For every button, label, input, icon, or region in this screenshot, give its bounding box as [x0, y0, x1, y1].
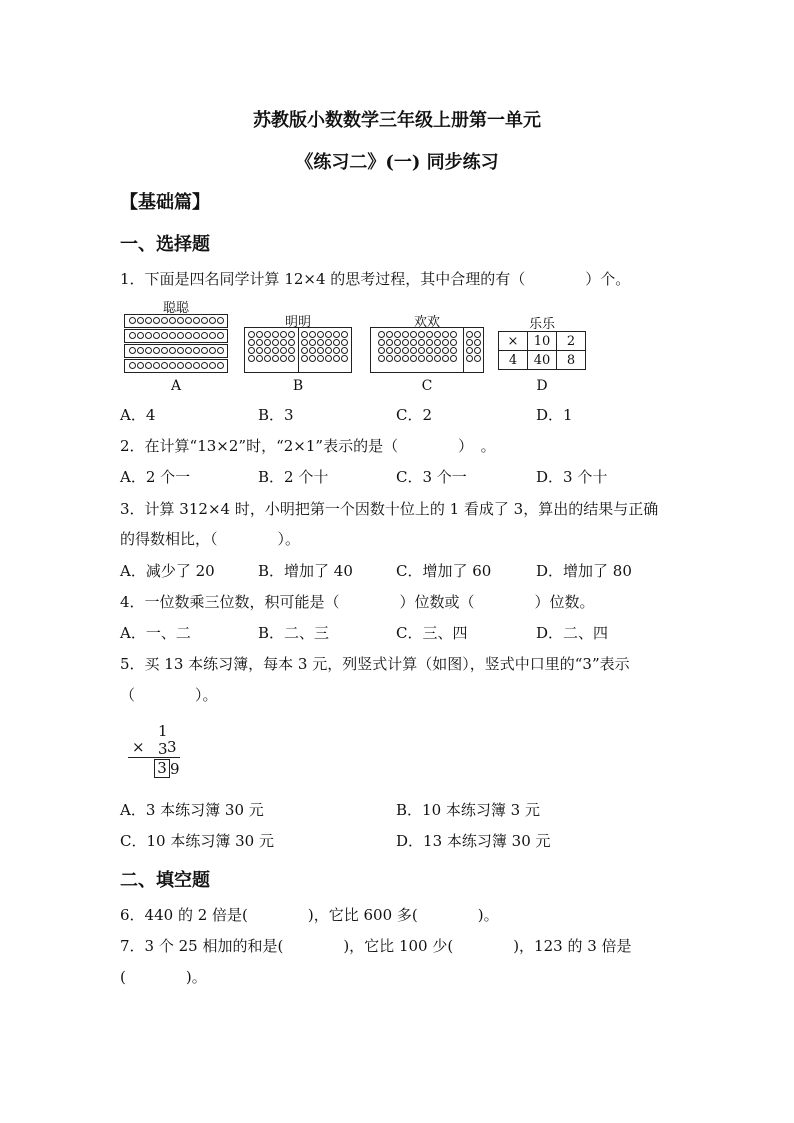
- counter-dot: [177, 347, 184, 354]
- dot-row: [301, 339, 350, 346]
- counter-dot: [442, 339, 449, 346]
- grid-part-ten: [371, 328, 464, 372]
- counter-dot: [333, 331, 340, 338]
- counter-dot: [288, 339, 295, 346]
- dot-row: [301, 347, 350, 354]
- counter-dot: [450, 331, 457, 338]
- dot-row: [125, 360, 227, 369]
- counter-dot: [217, 332, 224, 339]
- page-subtitle: 《练习二》(一) 同步练习: [295, 152, 499, 173]
- counter-dot: [264, 331, 271, 338]
- counter-dot: [418, 331, 425, 338]
- counter-dot: [378, 339, 385, 346]
- counter-dot: [450, 339, 457, 346]
- grid-half-right: [299, 328, 352, 372]
- counter-dot: [410, 331, 417, 338]
- counter-dot: [386, 339, 393, 346]
- counter-dot: [169, 347, 176, 354]
- q1-option-b: B．3: [258, 406, 294, 424]
- question-5-text-line1: 5．买 13 本练习簿，每本 3 元，列竖式计算（如图），竖式中口里的“3”表示: [120, 655, 630, 673]
- counter-dot: [442, 355, 449, 362]
- table-cell: 2: [557, 332, 586, 351]
- counter-dot: [248, 339, 255, 346]
- counter-dot: [325, 347, 332, 354]
- dot-row: [466, 355, 481, 362]
- table-cell: ×: [499, 332, 528, 351]
- section-fill-heading: 二、填空题: [120, 870, 210, 891]
- dot-row: [373, 331, 461, 338]
- counter-dot: [466, 331, 473, 338]
- counter-dot: [248, 331, 255, 338]
- counter-dot: [272, 355, 279, 362]
- dot-row: [373, 347, 461, 354]
- figure-a-name: 聪聪: [162, 301, 189, 316]
- counter-dot: [193, 347, 200, 354]
- counter-dot: [145, 362, 152, 369]
- counter-dot: [272, 339, 279, 346]
- counter-dot: [201, 317, 208, 324]
- figure-b-grid: [244, 327, 352, 373]
- counter-dot: [177, 362, 184, 369]
- counter-dot: [280, 339, 287, 346]
- counter-dot: [201, 332, 208, 339]
- counter-dot: [434, 347, 441, 354]
- counter-dot: [474, 347, 481, 354]
- counter-dot: [256, 339, 263, 346]
- counter-dot: [145, 332, 152, 339]
- vertical-boxed-digit: 3: [154, 759, 170, 778]
- vertical-multiplication: [128, 722, 184, 778]
- q5-option-d: D．13 本练习簿 30 元: [396, 832, 551, 850]
- counter-dot: [309, 331, 316, 338]
- counter-dot: [402, 331, 409, 338]
- question-2-text: 2．在计算“13×2”时，“2×1”表示的是（ ） 。: [120, 437, 496, 455]
- counter-dot: [333, 355, 340, 362]
- counter-dot: [333, 347, 340, 354]
- dot-row: [466, 347, 481, 354]
- q5-option-b: B．10 本练习簿 3 元: [396, 801, 540, 819]
- counter-dot: [272, 347, 279, 354]
- counter-dot: [394, 339, 401, 346]
- counter-dot: [402, 339, 409, 346]
- counter-dot: [466, 347, 473, 354]
- dot-row: [125, 345, 227, 354]
- counter-dot: [129, 332, 136, 339]
- question-3-text-line2: 的得数相比，（ ）。: [120, 530, 301, 548]
- q1-option-d: D．1: [536, 406, 573, 424]
- counter-dot: [402, 347, 409, 354]
- counter-dot: [217, 347, 224, 354]
- counter-dot: [153, 332, 160, 339]
- table-cell: 8: [557, 351, 586, 370]
- figure-a-rods: [124, 314, 228, 373]
- q2-option-d: D．3 个十: [536, 468, 608, 486]
- counter-dot: [288, 347, 295, 354]
- counter-dot: [333, 339, 340, 346]
- counter-dot: [394, 331, 401, 338]
- counter-dot: [185, 362, 192, 369]
- q2-option-c: C．3 个一: [396, 468, 467, 486]
- vertical-top-number: 1 3: [158, 722, 169, 758]
- figure-c-grid: [370, 327, 484, 373]
- question-7-text-line1: 7．3 个 25 相加的和是( )，它比 100 少( )，123 的 3 倍是: [120, 937, 632, 955]
- question-7-text-line2: ( )。: [120, 968, 207, 986]
- counter-dot: [169, 332, 176, 339]
- counter-dot: [129, 317, 136, 324]
- dot-row: [301, 355, 350, 362]
- dot-row: [466, 339, 481, 346]
- question-1-text: 1．下面是四名同学计算 12×4 的思考过程，其中合理的有（ ）个。: [120, 270, 631, 288]
- counter-dot: [474, 331, 481, 338]
- q5-option-c: C．10 本练习簿 30 元: [120, 832, 274, 850]
- counter-dot: [177, 317, 184, 324]
- counter-dot: [474, 355, 481, 362]
- dot-row: [247, 347, 296, 354]
- q3-option-d: D．增加了 80: [536, 562, 632, 580]
- counter-dot: [301, 355, 308, 362]
- counter-dot: [201, 362, 208, 369]
- counter-dot: [248, 355, 255, 362]
- counter-dot: [185, 332, 192, 339]
- counter-dot: [301, 339, 308, 346]
- counter-dot: [217, 317, 224, 324]
- counter-dot: [301, 347, 308, 354]
- vertical-multiplier: 3: [167, 738, 177, 756]
- q3-option-a: A．减少了 20: [120, 562, 215, 580]
- counter-dot: [386, 331, 393, 338]
- counter-dot: [280, 347, 287, 354]
- counter-dot: [264, 355, 271, 362]
- q4-option-a: A．一、二: [120, 624, 191, 642]
- grid-half-left: [245, 328, 299, 372]
- dot-row: [247, 331, 296, 338]
- dot-row: [125, 315, 227, 324]
- q4-option-c: C．三、四: [396, 624, 468, 642]
- figure-c-letter: C: [421, 378, 433, 394]
- question-4-text: 4．一位数乘三位数，积可能是（ ）位数或（ ）位数。: [120, 593, 595, 611]
- counter-dot: [418, 347, 425, 354]
- counter-dot: [161, 317, 168, 324]
- counter-dot: [325, 355, 332, 362]
- q3-option-b: B．增加了 40: [258, 562, 353, 580]
- dot-row: [373, 339, 461, 346]
- counter-dot: [193, 332, 200, 339]
- counter-dot: [378, 347, 385, 354]
- counter-dot: [153, 362, 160, 369]
- counter-dot: [137, 362, 144, 369]
- vertical-times-sign: ×: [132, 738, 145, 756]
- counter-dot: [434, 331, 441, 338]
- figure-c-name: 欢欢: [413, 315, 440, 330]
- counter-dot: [466, 339, 473, 346]
- counter-dot: [185, 317, 192, 324]
- counter-dot: [341, 331, 348, 338]
- q2-option-a: A．2 个一: [120, 468, 191, 486]
- counter-dot: [145, 347, 152, 354]
- rod-row: [124, 359, 228, 373]
- counter-dot: [209, 362, 216, 369]
- counter-dot: [394, 355, 401, 362]
- q1-option-c: C．2: [396, 406, 433, 424]
- counter-dot: [386, 347, 393, 354]
- counter-dot: [169, 317, 176, 324]
- counter-dot: [137, 317, 144, 324]
- counter-dot: [450, 355, 457, 362]
- counter-dot: [309, 355, 316, 362]
- counter-dot: [185, 347, 192, 354]
- counter-dot: [193, 317, 200, 324]
- counter-dot: [442, 347, 449, 354]
- question-5-text-line2: （ ）。: [120, 686, 218, 704]
- dot-row: [466, 331, 481, 338]
- counter-dot: [193, 362, 200, 369]
- counter-dot: [209, 317, 216, 324]
- rod-row: [124, 344, 228, 358]
- q4-option-d: D．二、四: [536, 624, 609, 642]
- rod-row: [124, 314, 228, 328]
- counter-dot: [309, 347, 316, 354]
- counter-dot: [153, 317, 160, 324]
- counter-dot: [309, 339, 316, 346]
- question-6-text: 6．440 的 2 倍是( )，它比 600 多( )。: [120, 906, 499, 924]
- dot-row: [247, 339, 296, 346]
- counter-dot: [402, 355, 409, 362]
- counter-dot: [466, 355, 473, 362]
- counter-dot: [137, 332, 144, 339]
- counter-dot: [426, 347, 433, 354]
- counter-dot: [410, 355, 417, 362]
- counter-dot: [288, 331, 295, 338]
- rod-row: [124, 329, 228, 343]
- counter-dot: [256, 331, 263, 338]
- counter-dot: [378, 355, 385, 362]
- counter-dot: [288, 355, 295, 362]
- counter-dot: [426, 339, 433, 346]
- counter-dot: [341, 347, 348, 354]
- counter-dot: [386, 355, 393, 362]
- dot-row: [247, 355, 296, 362]
- counter-dot: [317, 355, 324, 362]
- counter-dot: [394, 347, 401, 354]
- counter-dot: [317, 331, 324, 338]
- counter-dot: [169, 362, 176, 369]
- counter-dot: [378, 331, 385, 338]
- q4-option-b: B．二、三: [258, 624, 330, 642]
- counter-dot: [410, 347, 417, 354]
- counter-dot: [325, 339, 332, 346]
- figure-a-letter: A: [170, 378, 182, 394]
- dot-row: [373, 355, 461, 362]
- figure-d-table: [498, 331, 586, 370]
- table-cell: 40: [528, 351, 557, 370]
- counter-dot: [317, 347, 324, 354]
- figure-d-letter: D: [536, 378, 548, 394]
- counter-dot: [434, 339, 441, 346]
- figure-b-name: 明明: [284, 315, 311, 330]
- counter-dot: [256, 347, 263, 354]
- dot-row: [125, 330, 227, 339]
- grid-part-two: [464, 328, 483, 372]
- counter-dot: [474, 339, 481, 346]
- counter-dot: [426, 355, 433, 362]
- section-basic-heading: 【基础篇】: [120, 192, 210, 213]
- q2-option-b: B．2 个十: [258, 468, 329, 486]
- counter-dot: [264, 339, 271, 346]
- q1-option-a: A．4: [120, 406, 156, 424]
- table-cell: 4: [499, 351, 528, 370]
- counter-dot: [209, 332, 216, 339]
- counter-dot: [137, 347, 144, 354]
- counter-dot: [418, 355, 425, 362]
- counter-dot: [280, 355, 287, 362]
- counter-dot: [217, 362, 224, 369]
- counter-dot: [410, 339, 417, 346]
- page-title: 苏教版小数数学三年级上册第一单元: [253, 110, 541, 131]
- counter-dot: [161, 362, 168, 369]
- counter-dot: [418, 339, 425, 346]
- counter-dot: [248, 347, 255, 354]
- counter-dot: [145, 317, 152, 324]
- counter-dot: [209, 347, 216, 354]
- counter-dot: [129, 347, 136, 354]
- vertical-last-digit: 9: [170, 760, 180, 778]
- q5-option-a: A．3 本练习簿 30 元: [120, 801, 264, 819]
- counter-dot: [129, 362, 136, 369]
- counter-dot: [256, 355, 263, 362]
- counter-dot: [272, 331, 279, 338]
- table-cell: 10: [528, 332, 557, 351]
- vertical-divider-line: [128, 757, 180, 758]
- counter-dot: [153, 347, 160, 354]
- counter-dot: [450, 347, 457, 354]
- q3-option-c: C．增加了 60: [396, 562, 492, 580]
- counter-dot: [341, 355, 348, 362]
- counter-dot: [442, 331, 449, 338]
- figure-d-name: 乐乐: [528, 317, 555, 332]
- counter-dot: [161, 347, 168, 354]
- counter-dot: [264, 347, 271, 354]
- counter-dot: [280, 331, 287, 338]
- section-choice-heading: 一、选择题: [120, 234, 210, 255]
- counter-dot: [341, 339, 348, 346]
- counter-dot: [201, 347, 208, 354]
- question-3-text-line1: 3．计算 312×4 时，小明把第一个因数十位上的 1 看成了 3，算出的结果与正确: [120, 500, 659, 518]
- counter-dot: [317, 339, 324, 346]
- figure-b-letter: B: [292, 378, 304, 394]
- counter-dot: [177, 332, 184, 339]
- counter-dot: [301, 331, 308, 338]
- counter-dot: [325, 331, 332, 338]
- counter-dot: [161, 332, 168, 339]
- counter-dot: [426, 331, 433, 338]
- dot-row: [301, 331, 350, 338]
- counter-dot: [434, 355, 441, 362]
